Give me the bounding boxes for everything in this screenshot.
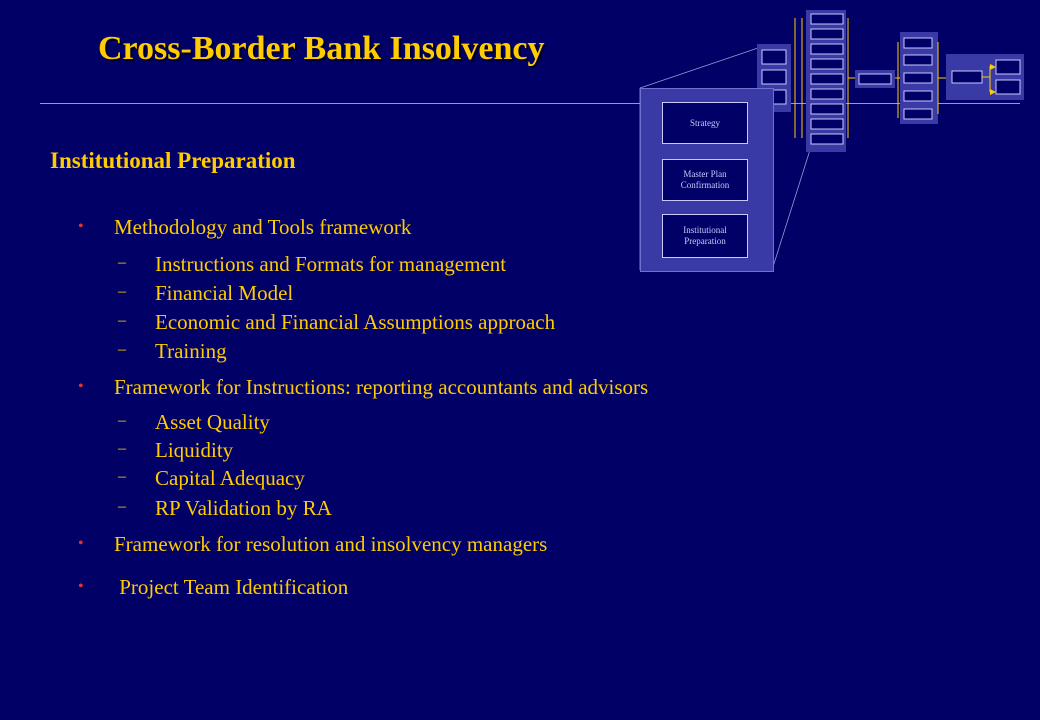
stage-box-master-plan: Master Plan Confirmation xyxy=(662,159,748,201)
bullet-marker: • xyxy=(78,578,84,595)
bullet-text: Project Team Identification xyxy=(114,575,349,599)
bullet-marker: • xyxy=(78,218,84,235)
sub-bullet-text: Asset Quality xyxy=(155,410,270,434)
sub-bullet-text: Capital Adequacy xyxy=(155,466,305,490)
sub-bullet-text: Training xyxy=(155,339,227,363)
bullet-marker: • xyxy=(78,535,84,552)
bullet-text: Framework for Instructions: reporting accountants and advisors xyxy=(114,375,649,399)
bullet-text: Methodology and Tools framework xyxy=(114,215,412,239)
sub-bullet-text: Instructions and Formats for management xyxy=(155,252,507,276)
slide-title: Cross-Border Bank Insolvency xyxy=(98,30,545,67)
bullet-marker: • xyxy=(78,378,84,395)
sub-bullet-text: Economic and Financial Assumptions approach xyxy=(155,310,556,334)
sub-bullet-text: Liquidity xyxy=(155,438,234,462)
bullet-text: Framework for resolution and insolvency managers xyxy=(114,532,548,556)
section-subtitle: Institutional Preparation xyxy=(50,148,296,173)
sub-bullet-text: RP Validation by RA xyxy=(155,496,332,520)
sub-bullet-text: Financial Model xyxy=(155,281,294,305)
stage-box-strategy: Strategy xyxy=(662,102,748,144)
stage-box-institutional-preparation: Institutional Preparation xyxy=(662,214,748,258)
